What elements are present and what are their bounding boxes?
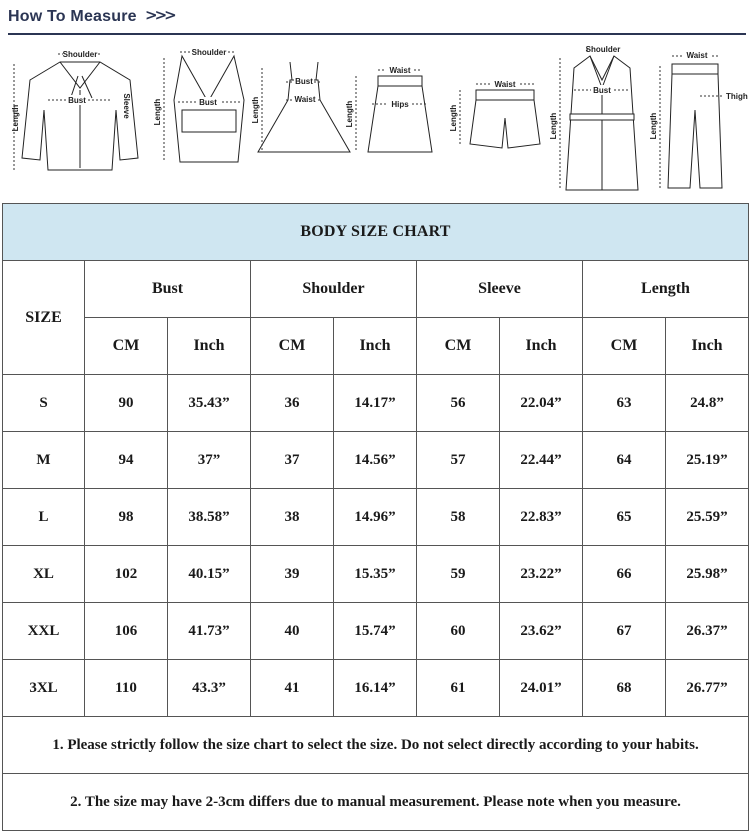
table-cell: 22.04”: [500, 375, 583, 432]
table-cell: 58: [417, 489, 500, 546]
table-cell: 14.96”: [334, 489, 417, 546]
table-cell: 16.14”: [334, 660, 417, 717]
unit-header: CM: [251, 318, 334, 375]
table-cell: 40: [251, 603, 334, 660]
table-cell: 43.3”: [168, 660, 251, 717]
unit-header: CM: [85, 318, 168, 375]
svg-text:Shoulder: Shoulder: [62, 50, 98, 59]
svg-text:Sleeve: Sleeve: [122, 93, 131, 119]
table-cell: 63: [583, 375, 666, 432]
svg-text:Length: Length: [649, 112, 658, 140]
table-cell: 37”: [168, 432, 251, 489]
table-cell: 56: [417, 375, 500, 432]
table-cell: 25.98”: [666, 546, 749, 603]
svg-text:Thigh: Thigh: [726, 92, 748, 101]
svg-text:Shoulder: Shoulder: [585, 45, 621, 54]
svg-text:Hips: Hips: [391, 100, 409, 109]
table-cell: 15.35”: [334, 546, 417, 603]
top-figure: [153, 47, 244, 162]
table-cell: 67: [583, 603, 666, 660]
table-cell: 64: [583, 432, 666, 489]
svg-text:Waist: Waist: [494, 80, 516, 89]
svg-text:Shoulder: Shoulder: [191, 48, 227, 57]
size-cell: M: [3, 432, 85, 489]
table-cell: 23.62”: [500, 603, 583, 660]
table-cell: 66: [583, 546, 666, 603]
note-row: [3, 717, 749, 774]
table-cell: 59: [417, 546, 500, 603]
size-cell: XL: [3, 546, 85, 603]
svg-text:Waist: Waist: [686, 51, 708, 60]
table-row: [3, 489, 749, 546]
table-cell: 24.01”: [500, 660, 583, 717]
table-row: [3, 546, 749, 603]
unit-header: CM: [583, 318, 666, 375]
unit-header: Inch: [666, 318, 749, 375]
table-cell: 15.74”: [334, 603, 417, 660]
table-cell: 39: [251, 546, 334, 603]
coat-figure: [549, 45, 638, 190]
table-cell: 41.73”: [168, 603, 251, 660]
table-cell: 61: [417, 660, 500, 717]
table-cell: 14.17”: [334, 375, 417, 432]
table-cell: 25.59”: [666, 489, 749, 546]
size-cell: L: [3, 489, 85, 546]
unit-header: CM: [417, 318, 500, 375]
unit-header: Inch: [500, 318, 583, 375]
skirt-figure: [345, 65, 432, 152]
note-1: 1. Please strictly follow the size chart to select the size. Do not select directly according to your habits.: [3, 717, 749, 774]
table-cell: 41: [251, 660, 334, 717]
svg-text:Length: Length: [11, 104, 20, 132]
table-cell: 57: [417, 432, 500, 489]
svg-text:Length: Length: [251, 96, 260, 124]
table-cell: 40.15”: [168, 546, 251, 603]
group-header-sleeve: Sleeve: [417, 261, 583, 318]
table-cell: 23.22”: [500, 546, 583, 603]
svg-text:Length: Length: [549, 112, 558, 140]
table-cell: 26.37”: [666, 603, 749, 660]
chart-title-row: [3, 204, 749, 261]
group-header-length: Length: [583, 261, 749, 318]
how-to-measure-header: [0, 0, 750, 40]
table-row: [3, 660, 749, 717]
table-row: [3, 375, 749, 432]
table-cell: 22.83”: [500, 489, 583, 546]
group-header-shoulder: Shoulder: [251, 261, 417, 318]
svg-text:Waist: Waist: [294, 95, 316, 104]
table-cell: 94: [85, 432, 168, 489]
note-row: [3, 774, 749, 831]
table-cell: 90: [85, 375, 168, 432]
svg-text:Bust: Bust: [295, 77, 313, 86]
table-row: [3, 432, 749, 489]
unit-header: Inch: [168, 318, 251, 375]
table-cell: 68: [583, 660, 666, 717]
svg-text:Bust: Bust: [199, 98, 217, 107]
svg-text:Length: Length: [153, 98, 162, 126]
dress-figure: [251, 62, 350, 152]
table-cell: 60: [417, 603, 500, 660]
table-cell: 38.58”: [168, 489, 251, 546]
unit-header: Inch: [334, 318, 417, 375]
table-cell: 35.43”: [168, 375, 251, 432]
measurement-figures: [0, 40, 750, 200]
svg-text:Length: Length: [345, 100, 354, 128]
table-cell: 106: [85, 603, 168, 660]
table-cell: 25.19”: [666, 432, 749, 489]
table-cell: 36: [251, 375, 334, 432]
unit-header-row: [3, 318, 749, 375]
table-cell: 98: [85, 489, 168, 546]
table-cell: 24.8”: [666, 375, 749, 432]
svg-text:Bust: Bust: [593, 86, 611, 95]
table-row: [3, 603, 749, 660]
body-size-chart: [2, 203, 749, 831]
shorts-figure: [449, 79, 540, 148]
size-cell: 3XL: [3, 660, 85, 717]
table-cell: 110: [85, 660, 168, 717]
svg-text:Length: Length: [449, 104, 458, 132]
chart-title: BODY SIZE CHART: [3, 204, 749, 261]
note-2: 2. The size may have 2-3cm differs due to manual measurement. Please note when you measure.: [3, 774, 749, 831]
header-title: How To Measure: [8, 8, 137, 25]
group-header-bust: Bust: [85, 261, 251, 318]
pants-figure: [649, 51, 748, 188]
chevron-right-icon: >>>: [145, 6, 174, 24]
table-cell: 14.56”: [334, 432, 417, 489]
group-header-row: [3, 261, 749, 318]
table-cell: 37: [251, 432, 334, 489]
size-cell: XXL: [3, 603, 85, 660]
svg-text:Bust: Bust: [68, 96, 86, 105]
table-cell: 22.44”: [500, 432, 583, 489]
table-cell: 102: [85, 546, 168, 603]
size-column-header: SIZE: [3, 261, 85, 375]
table-cell: 38: [251, 489, 334, 546]
size-cell: S: [3, 375, 85, 432]
table-cell: 26.77”: [666, 660, 749, 717]
svg-text:Waist: Waist: [389, 66, 411, 75]
blouse-figure: [11, 49, 138, 170]
table-cell: 65: [583, 489, 666, 546]
header-divider: [8, 33, 746, 35]
